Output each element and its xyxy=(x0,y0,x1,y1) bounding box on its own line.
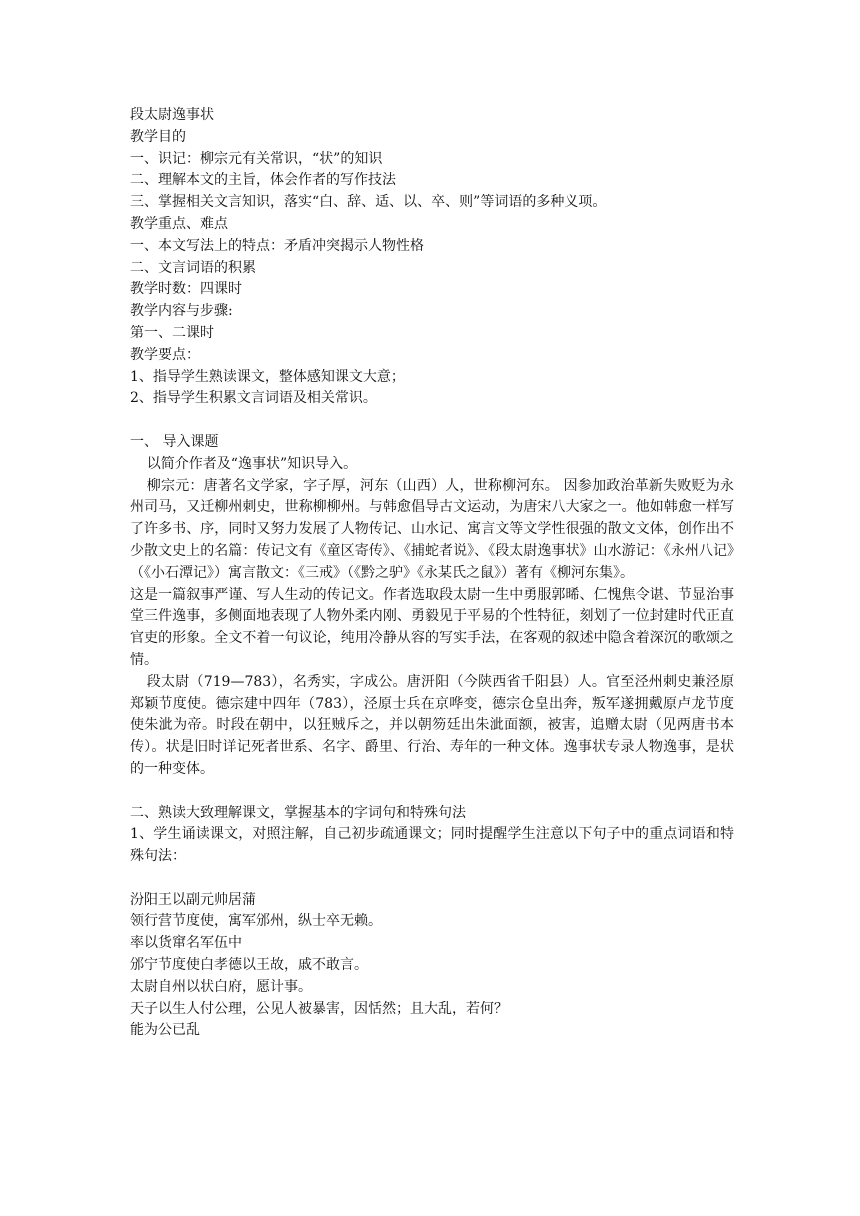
sentence-item: 天子以生人付公理，公见人被暴害，因恬然；且大乱，若何？ xyxy=(130,1000,508,1017)
section-heading: 二、熟读大致理解课文，掌握基本的字词句和特殊句法 xyxy=(130,804,466,821)
author-paragraph: 柳宗元：唐著名文学家，字子厚，河东（山西）人，世称柳河东。 因参加政治革新失败贬为永州司马，又迁柳州刺史，世称柳柳州。与韩愈倡导古文运动，为唐宋八大家之一。他如韩愈一样写了许多书、序，同时又努力发展了人物传记、山水记、寓言文等文学性很强的散文文体，创作出不少散文史上的名篇：传记文有《童区寄传》、《捕蛇者说》、《段太尉逸事状》山水游记：《永州八记》（《小石潭记》）寓言散文：《三戒》（《黔之驴》《永某氏之鼠》）著有《柳河东集》。 xyxy=(130,477,734,581)
teaching-hours: 教学时数：四课时 xyxy=(130,281,242,298)
goal-item: 二、理解本文的主旨，体会作者的写作技法 xyxy=(130,172,396,189)
focus-item: 二、文言词语的积累 xyxy=(130,259,256,276)
content-heading: 教学内容与步骤: xyxy=(130,303,233,320)
document-page xyxy=(130,105,734,1042)
section-heading: 一、 导入课题 xyxy=(130,433,219,450)
intro-paragraph: 以简介作者及“逸事状”知识导入。 xyxy=(146,455,358,472)
key-point-item: 1、指导学生熟读课文，整体感知课文大意； xyxy=(130,368,405,385)
blank-line xyxy=(130,868,734,890)
key-points-heading: 教学要点： xyxy=(130,346,200,363)
sentence-item: 邠宁节度使白孝德以王故，戚不敢言。 xyxy=(130,957,368,974)
sentence-item: 太尉自州以状白府，愿计事。 xyxy=(130,978,312,995)
sentence-item: 能为公已乱 xyxy=(130,1022,200,1039)
session-label: 第一、二课时 xyxy=(130,324,214,341)
sentence-item: 汾阳王以副元帅居蒲 xyxy=(130,891,256,908)
key-point-item: 2、指导学生积累文言词语及相关常识。 xyxy=(130,390,377,407)
blank-line xyxy=(130,410,734,432)
focus-heading: 教学重点、难点 xyxy=(130,215,228,232)
summary-paragraph: 这是一篇叙事严谨、写人生动的传记文。作者选取段太尉一生中勇服郭晞、仁愧焦令谌、节显治事堂三件逸事，多侧面地表现了人物外柔内刚、勇毅见于平易的个性特征，刻划了一位封建时代正直官吏的形象。全文不着一句议论，纯用冷静从容的写实手法，在客观的叙述中隐含着深沉的歌颂之情。 xyxy=(130,586,734,668)
sentence-item: 率以货窜名军伍中 xyxy=(130,935,242,952)
goal-item: 一、识记：柳宗元有关常识，“状”的知识 xyxy=(130,150,383,167)
goal-item: 三、掌握相关文言知识，落实“白、辞、适、以、卒、则”等词语的多种义项。 xyxy=(130,194,607,211)
focus-item: 一、本文写法上的特点：矛盾冲突揭示人物性格 xyxy=(130,237,424,254)
document-title: 段太尉逸事状 xyxy=(130,107,214,123)
duan-paragraph: 段太尉（719—783），名秀实，字成公。唐汧阳（今陕西省千阳县）人。官至泾州刺史兼泾原郑颖节度使。德宗建中四年（783），泾原士兵在京哗变，德宗仓皇出奔，叛军遂拥戴原卢龙节度使朱泚为帝。时段在朝中，以狂贼斥之，并以朝笏廷出朱泚面额，被害，追赠太尉（见两唐书本传）。状是旧时详记死者世系、名字、爵里、行治、寿年的一种文体。逸事状专录人物逸事，是状的一种变体。 xyxy=(130,673,734,777)
blank-line xyxy=(130,781,734,803)
sentence-item: 领行营节度使，寓军邠州，纵士卒无赖。 xyxy=(130,913,382,930)
instruction-paragraph: 1、学生诵读课文，对照注解，自己初步疏通课文；同时提醒学生注意以下句子中的重点词语和特殊句法： xyxy=(130,826,734,865)
goals-heading: 教学目的 xyxy=(130,128,186,145)
